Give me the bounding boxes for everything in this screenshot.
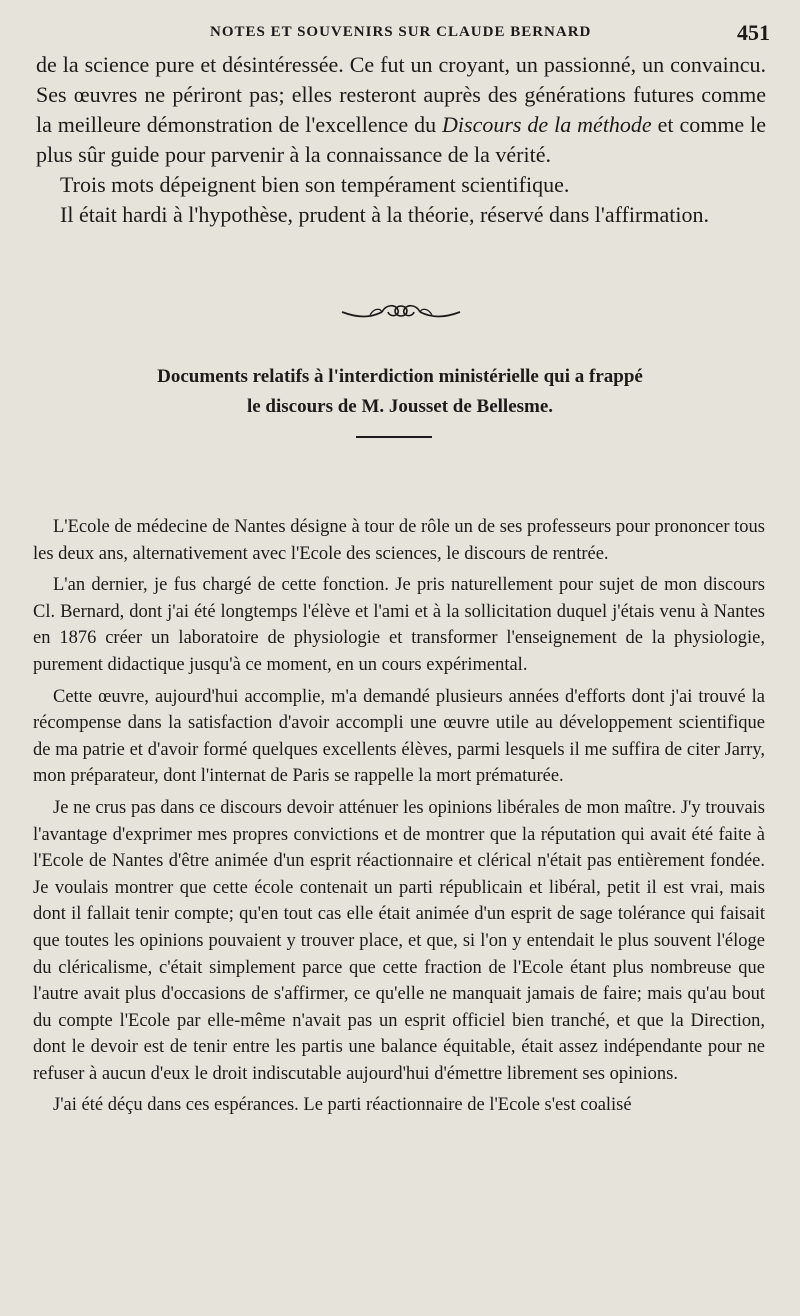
body-paragraph: Cette œuvre, aujourd'hui accomplie, m'a demandé plusieurs années d'efforts dont j'ai trouvé la récompense dans la satisfaction d'avoir accompli une œuvre utile au développement scientifique de ma patrie et d'avoir formé quelques excellents élèves, parmi lesquels il me suffira de citer Jarry, mon préparateur, dont l'internat de Paris se rappelle la mort prématurée. [33,686,765,787]
book-title: Discours de la méthode [442,112,652,137]
page-number: 451 [737,20,770,45]
hypothesis-paragraph: Il était hardi à l'hypothèse, prudent à la théorie, réservé dans l'affirmation. [60,202,709,227]
body-paragraph: L'Ecole de médecine de Nantes désigne à tour de rôle un de ses professeurs pour prononcer tous les deux ans, alternativement avec l'Ecole des sciences, le discours de rentrée. [33,517,765,564]
running-title: NOTES ET SOUVENIRS SUR CLAUDE BERNARD [210,24,592,40]
ornament-divider [340,298,462,324]
section-heading [60,362,740,422]
temperament-paragraph: Trois mots dépeignent bien son tempérament scientifique. [60,172,570,197]
body-text [33,514,765,1119]
running-head [0,20,800,50]
body-paragraph: J'ai été déçu dans ces espérances. Le parti réactionnaire de l'Ecole s'est coalisé [53,1095,632,1116]
heading-rule [356,436,432,438]
closing-text [36,50,766,230]
closing-text-end: et comme le plus sûr guide pour parvenir à la connaissance de la vérité. [36,112,766,167]
closing-text-start: de la science pure et désintéressée. Ce fut un croyant, un passionné, un convaincu. Ses œuvres ne périront pas; elles resteront auprès des générations futures comme la meilleure démonstration de l'excellence du [36,52,766,137]
heading-line-1: Documents relatifs à l'interdiction ministérielle qui a frappé [157,366,643,387]
body-paragraph: Je ne crus pas dans ce discours devoir atténuer les opinions libérales de mon maître. J'y trouvais l'avantage d'exprimer mes propres convictions et de montrer que la réputation qui avait été faite à l'Ecole de Nantes d'être animée d'un esprit réactionnaire et clérical n'était pas entièrement fondée. Je voulais montrer que cette école contenait un parti républicain et libéral, petit il est vrai, mais dont il fallait tenir compte; qu'en tout cas elle était animée d'un esprit de sage tolérance qui faisait que toutes les opinions pouvaient y trouver place, et que, si l'on y entendait le plus souvent l'éloge du cléricalisme, c'était simplement parce que cette fraction de l'Ecole étant plus nombreuse que l'autre avait plus d'occasions de s'affirmer, ce qu'elle ne manquait jamais de faire; mais qu'au bout du compte l'Ecole par elle-même n'avait pas un esprit officiel bien tranché, et que la Direction, dont le devoir est de tenir entre les partis une balance équitable, était assez indépendante pour ne refuser à aucun d'eux le droit indiscutable aujourd'hui d'émettre librement ses opinions. [33,797,765,1084]
body-paragraph: L'an dernier, je fus chargé de cette fonction. Je pris naturellement pour sujet de mon discours Cl. Bernard, dont j'ai été longtemps l'élève et l'ami et à la sollicitation duquel j'étais venu à Nantes en 1876 créer un laboratoire de physiologie et transformer l'enseignement de la physiologie, purement didactique jusqu'à ce moment, en un cours expérimental. [33,575,765,675]
closing-paragraph [36,50,766,170]
heading-line-2: le discours de M. Jousset de Bellesme. [246,396,554,417]
